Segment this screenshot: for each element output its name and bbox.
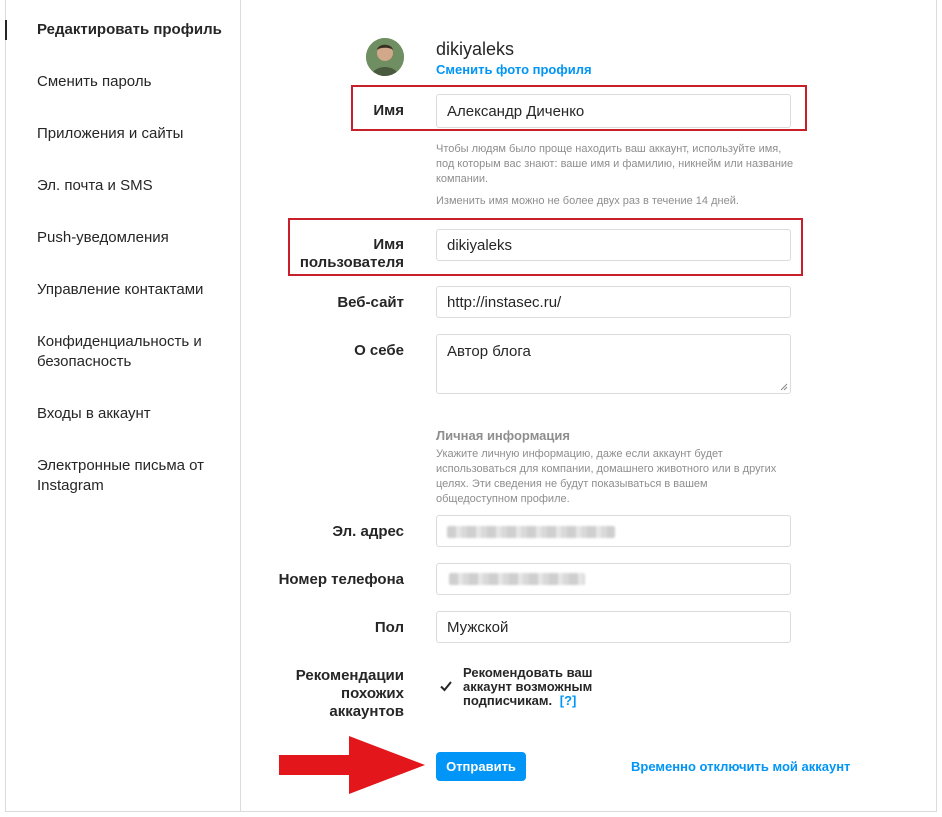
website-field[interactable]: http://instasec.ru/: [436, 286, 791, 318]
settings-sidebar: [5, 0, 241, 812]
email-field[interactable]: [436, 515, 791, 547]
sidebar-item-edit-profile[interactable]: [5, 20, 240, 40]
username-field[interactable]: dikiyaleks: [436, 229, 791, 261]
name-field[interactable]: Александр Диченко: [436, 94, 791, 128]
sidebar-item-label: Push-уведомления: [37, 229, 169, 246]
sidebar-item-label: Приложения и сайты: [37, 125, 184, 142]
sidebar-item-label: Входы в аккаунт: [37, 405, 151, 422]
phone-field[interactable]: [436, 563, 791, 595]
sidebar-item-emails-from-instagram[interactable]: [5, 456, 230, 496]
bio-label: О себе: [354, 342, 404, 359]
sidebar-item-label: Редактировать профиль: [37, 21, 222, 38]
recommend-checkbox[interactable]: [438, 678, 454, 694]
personal-info-title: Личная информация: [436, 428, 570, 443]
phone-label: Номер телефона: [278, 571, 404, 588]
personal-info-hint: Укажите личную информацию, даже если аккаунт будет использоваться для компании, домашнего животного или в других целях. Эти сведения не будут показываться в вашем общедоступном профиле.: [436, 448, 777, 505]
sidebar-item-label: Сменить пароль: [37, 73, 152, 90]
website-label: Веб-сайт: [337, 294, 404, 311]
email-value-redacted: [447, 526, 615, 538]
disable-account-link[interactable]: Временно отключить мой аккаунт: [631, 759, 851, 774]
phone-value-redacted: [449, 573, 585, 585]
sidebar-item-label: Эл. почта и SMS: [37, 177, 153, 194]
name-label: Имя: [373, 102, 404, 119]
sidebar-item-label: Управление контактами: [37, 281, 204, 298]
sidebar-item-apps[interactable]: [5, 124, 240, 144]
sidebar-item-label: Электронные письма от Instagram: [37, 457, 205, 494]
sidebar-item-push[interactable]: [5, 228, 240, 248]
sidebar-item-login-activity[interactable]: [5, 404, 240, 424]
name-hint: Чтобы людям было проще находить ваш аккаунт, используйте имя, под которым вас знают: ваше имя и фамилию, никнейм или название компании.: [436, 143, 794, 185]
recommend-text: [463, 666, 613, 708]
resize-handle-icon[interactable]: [779, 382, 788, 391]
bio-textarea[interactable]: [436, 334, 791, 394]
recommend-help-link[interactable]: [?]: [559, 693, 577, 708]
sidebar-item-email-sms[interactable]: [5, 176, 240, 196]
username-label: Имя пользователя: [299, 236, 404, 271]
submit-button[interactable]: Отправить: [436, 752, 526, 781]
profile-username: dikiyaleks: [436, 39, 515, 59]
recommend-description: Рекомендовать ваш аккаунт возможным подписчикам.: [463, 665, 593, 708]
gender-label: Пол: [374, 619, 404, 636]
bio-text: Автор блога: [447, 343, 531, 360]
avatar-photo: [366, 38, 404, 76]
sidebar-item-contacts[interactable]: [5, 280, 240, 300]
change-photo-link[interactable]: Сменить фото профиля: [436, 62, 592, 77]
name-change-limit: Изменить имя можно не более двух раз в течение 14 дней.: [436, 195, 739, 207]
email-label: Эл. адрес: [332, 523, 404, 540]
gender-field[interactable]: Мужской: [436, 611, 791, 643]
sidebar-item-change-password[interactable]: [5, 72, 240, 92]
red-arrow-annotation: [277, 734, 427, 796]
recommendations-label: Рекомендации похожих аккаунтов: [295, 667, 404, 720]
sidebar-item-label: Конфиденциальность и безопасность: [37, 333, 202, 370]
checkmark-icon: [439, 680, 453, 692]
sidebar-item-privacy[interactable]: [5, 332, 220, 372]
avatar[interactable]: [366, 38, 404, 76]
